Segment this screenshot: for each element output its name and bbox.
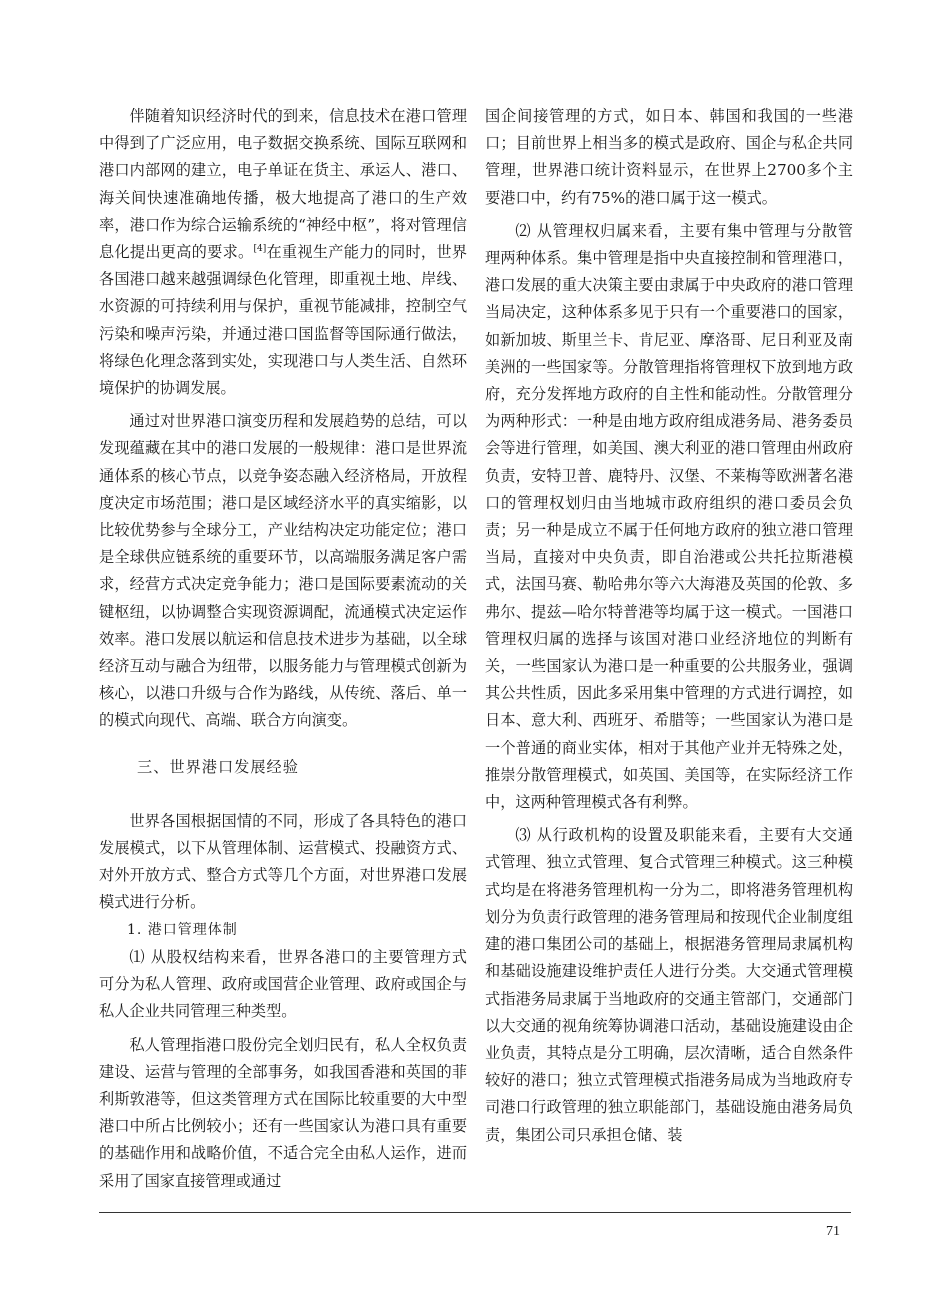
citation-reference: [4] xyxy=(253,243,267,254)
paragraph-management-authority: ⑵ 从管理权归属来看，主要有集中管理与分散管理两种体系。集中管理是指中央直接控制和管理港口，港口发展的重大决策主要由隶属于中央政府的港口管理当局决定，这种体系多见于只有一个重要港口的国家，如新加坡、斯里兰卡、肯尼亚、摩洛哥、尼日利亚及南美洲的一些国家等。分散管理指将管理权下放到地方政府，充分发挥地方政府的自主性和能动性。分散管理分为两种形式：一种是由地方政府组成港务局、港务委员会等进行管理，如美国、澳大利亚的港口管理由州政府负责，安特卫普、鹿特丹、汉堡、不莱梅等欧洲著名港口的管理权划归由当地城市政府组织的港口委员会负责；另一种是成立不属于任何地方政府的独立港口管理当局，直接对中央负责，即自治港或公共托拉斯港模式，法国马赛、勒哈弗尔等六大海港及英国的伦敦、多弗尔、提兹—哈尔特普港等均属于这一模式。一国港口管理权归属的选择与该国对港口业经济地位的判断有关，一些国家认为港口是一种重要的公共服务业，强调其公共性质，因此多采用集中管理的方式进行调控，如日本、意大利、西班牙、希腊等；一些国家认为港口是一个普通的商业实体，相对于其他产业并无特殊之处，推崇分散管理模式，如英国、美国等，在实际经济工作中，这两种管理模式各有利弊。 xyxy=(485,221,853,812)
paragraph-port-development-laws: 通过对世界港口演变历程和发展趋势的总结，可以发现蕴藏在其中的港口发展的一般规律：港口是世界流通体系的核心节点，以竞争姿态融入经济格局，开放程度决定市场范围；港口是区域经济水平的真实缩影，以比较优势参与全球分工，产业结构决定功能定位；港口是全球供应链系统的重要环节，以高端服务满足客户需求，经营方式决定竞争能力；港口是国际要素流动的关键枢纽，以协调整合实现资源调配，流通模式决定运作效率。港口发展以航运和信息技术进步为基础，以全球经济互动与融合为纽带，以服务能力与管理模式创新为核心，以港口升级与合作为路线，从传统、落后、单一的模式向现代、高端、联合方向演变。 xyxy=(99,412,467,730)
paragraph-continued: 国企间接管理的方式，如日本、韩国和我国的一些港口；目前世界上相当多的模式是政府、国企与私企共同管理，世界港口统计资料显示，在世界上2700多个主要港口中，约有75%的港口属于这一模式。 xyxy=(485,107,853,207)
paragraph-text-continued: 在重视生产能力的同时，世界各国港口越来越强调绿色化管理，即重视土地、岸线、水资源的可持续利用与保护，重视节能减排，控制空气污染和噪声污染，并通过港口国监督等国际通行做法，将绿色化理念落到实处，实现港口与人类生活、自然环境保护的协调发展。 xyxy=(99,243,468,398)
section-heading: 三、世界港口发展经验 xyxy=(137,757,299,776)
footer-divider xyxy=(99,1212,851,1213)
left-column xyxy=(99,103,467,1195)
paragraph-information-green-management xyxy=(99,103,467,402)
page-number: 71 xyxy=(826,1224,840,1239)
subsection-heading: 1. 港口管理体制 xyxy=(127,921,238,938)
paragraph-private-management: 私人管理指港口股份完全划归民有，私人全权负责建设、运营与管理的全部事务，如我国香港和英国的菲利斯敦港等，但这类管理方式在国际比较重要的大中型港口中所占比例较小；还有一些国家认为港口具有重要的基础作用和战略价值，不适合完全由私人运作，进而采用了国家直接管理或通过 xyxy=(99,1035,467,1190)
paragraph-text: 伴随着知识经济时代的到来，信息技术在港口管理中得到了广泛应用，电子数据交换系统、国际互联网和港口内部网的建立，电子单证在货主、承运人、港口、海关间快速准确地传播，极大地提高了港口的生产效率，港口作为综合运输系统的“神经中枢”，将对管理信息化提出更高的要求。 xyxy=(99,107,467,262)
right-column xyxy=(485,103,853,1149)
paragraph-administrative-structure: ⑶ 从行政机构的设置及职能来看，主要有大交通式管理、独立式管理、复合式管理三种模式。这三种模式均是在将港务管理机构一分为二，即将港务管理机构划分为负责行政管理的港务管理局和按现代企业制度组建的港口集团公司的基础上，根据港务管理局隶属机构和基础设施建设维护责任人进行分类。大交通式管理模式指港务局隶属于当地政府的交通主管部门，交通部门以大交通的视角统筹协调港口活动，基础设施建设由企业负责，其特点是分工明确，层次清晰，适合自然条件较好的港口；独立式管理模式指港务局成为当地政府专司港口行政管理的独立职能部门，基础设施由港务局负责，集团公司只承担仓储、装 xyxy=(485,826,853,1144)
paragraph-development-models-intro: 世界各国根据国情的不同，形成了各具特色的港口发展模式，以下从管理体制、运营模式、投融资方式、对外开放方式、整合方式等几个方面，对世界港口发展模式进行分析。 xyxy=(99,811,467,912)
paragraph-ownership-structure: ⑴ 从股权结构来看，世界各港口的主要管理方式可分为私人管理、政府或国营企业管理、政府或国企与私人企业共同管理三种类型。 xyxy=(99,947,467,1021)
